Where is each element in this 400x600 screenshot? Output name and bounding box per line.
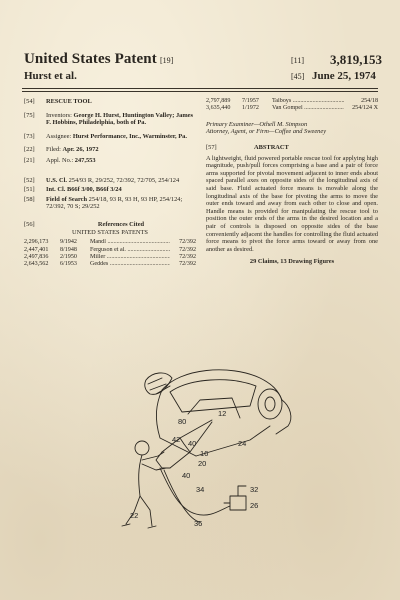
claims-summary: 29 Claims, 13 Drawing Figures [249, 258, 335, 266]
ref-name: Mandl ..... [90, 239, 170, 246]
filed-value: Apr. 26, 1972 [62, 146, 99, 154]
drawing-label: 22 [130, 511, 139, 520]
ref-date: 6/1953 [60, 261, 77, 268]
header-rule-bottom [22, 91, 378, 92]
operator-body [139, 455, 142, 496]
drawing-label: 24 [238, 439, 247, 448]
drawing-label: 80 [178, 417, 187, 426]
references-title: References Cited [97, 220, 145, 228]
field-code: [73] [24, 132, 35, 140]
ref-date: 8/1948 [60, 246, 77, 253]
reference-row [24, 247, 196, 254]
date-code: [45] [291, 72, 305, 81]
field-inventors [24, 112, 196, 127]
ref-number: 2,296,173 [24, 239, 49, 246]
ref-name: Ferguson et al. ..... [90, 247, 170, 254]
ref-number: 2,497,836 [24, 253, 49, 260]
tool-arm-upper [162, 420, 212, 452]
ref-number: 3,635,440 [206, 105, 231, 112]
field-label: Int. Cl. [46, 186, 66, 194]
drawing-label: 32 [250, 485, 259, 494]
operator-arm-back [142, 464, 166, 470]
rescue-tool-illustration [100, 360, 300, 540]
invention-title: RESCUE TOOL [46, 98, 92, 105]
attorney: Attorney, Agent, or Firm—Coffee and Sweeney [206, 128, 327, 136]
hydraulic-hose [160, 468, 230, 515]
field-code: [51] [24, 186, 35, 194]
reference-row [24, 261, 196, 268]
field-label: Field of Search [46, 195, 88, 203]
field-label: Appl. No.: [46, 156, 74, 164]
ref-class: 254/124 X [352, 105, 378, 112]
field-code: [52] [24, 176, 35, 184]
field-code: [22] [24, 146, 35, 154]
abstract-text: A lightweight, fluid powered portable rescue tool for applying high magnitude, push/pull forces comprising a base and a pair of force arms supported for pivotal movement adjacent to inner ends about spaced parallel axes on opposite sides of the longitudinal axis of said base. Fluid actuated force means is movable along the longitudinal axis of the base for pivoting the arms to move the outer ends toward and away from each other to close and open. Handle means is provided for manipulating the rescue tool to position the outer ends of the arms in the desired location and a pair of controls is disposed on opposite sides of the base conveniently adjacent the handles for controlling the fluid actuated force means to pivot the force arms toward or away from one another as desired. [206, 154, 378, 253]
ref-date: 2/1950 [60, 253, 77, 260]
abstract-heading-row [206, 144, 378, 152]
field-assignee [24, 133, 196, 141]
car-roof [162, 370, 282, 400]
ref-date: 9/1942 [60, 239, 77, 246]
patent-number: 3,819,153 [330, 52, 382, 67]
field-us-cl [24, 177, 196, 185]
drawing-label: 42 [172, 435, 181, 444]
assignee-value: Hurst Performance, Inc., Warminster, Pa. [72, 132, 187, 140]
field-code: [21] [24, 156, 35, 164]
ref-class: 72/392 [179, 239, 196, 246]
title-code: [19] [160, 56, 174, 65]
field-code: [75] [24, 111, 35, 119]
drawing-label: 20 [198, 459, 207, 468]
field-label: U.S. Cl. [46, 176, 67, 184]
ref-class: 72/392 [179, 246, 196, 253]
field-int-cl [24, 186, 196, 194]
patent-office-title: United States Patent [24, 51, 157, 67]
operator-head [135, 441, 149, 455]
references-subtitle: UNITED STATES PATENTS [72, 228, 148, 236]
field-label: Inventors: [46, 111, 72, 119]
inventors-value: George H. Hurst, Huntington Valley; James F. Hobbins, Philadelphia, both of Pa. [46, 111, 193, 127]
abstract-title: ABSTRACT [254, 144, 289, 151]
us-cl-value: 254/93 R, 29/252, 72/392, 72/705, 254/124 [68, 176, 180, 184]
search-value: 254/18, 93 R, 93 H, 93 HP, 254/124; 72/392, 70 S; 29/252 [46, 195, 183, 211]
field-appl-no [24, 157, 196, 165]
ref-name: Miller ..... [90, 254, 170, 261]
ref-class: 72/392 [179, 253, 196, 260]
ref-date: 1/1972 [242, 105, 259, 112]
abstract-column [206, 98, 378, 266]
ref-number: 2,797,889 [206, 98, 231, 104]
field-label: Assignee: [46, 132, 72, 140]
tool-base [156, 452, 170, 468]
field-filed [24, 146, 196, 154]
reference-row [206, 98, 378, 105]
field-title [24, 98, 196, 106]
header-rule-top [22, 88, 378, 89]
references-heading-row [24, 221, 196, 229]
reference-row [206, 105, 378, 112]
car-wheel-hub [265, 397, 275, 411]
drawing-label: 26 [250, 501, 259, 510]
field-code: [58] [24, 195, 35, 203]
bibliographic-column [24, 98, 196, 269]
ref-date: 7/1957 [242, 98, 259, 104]
ref-number: 2,447,401 [24, 246, 49, 253]
primary-examiner: Primary Examiner—Othell M. Simpson [206, 120, 308, 128]
number-code: [11] [291, 56, 305, 65]
field-search [24, 196, 196, 211]
car-windshield [170, 380, 256, 412]
reference-row [24, 254, 196, 261]
abstract-code: [57] [206, 144, 217, 151]
drawing-label: 34 [196, 485, 205, 494]
int-cl-value: B66f 3/00, B66f 3/24 [66, 186, 122, 194]
appl-no-value: 247,553 [74, 156, 96, 164]
field-code: [54] [24, 98, 35, 105]
field-code: [56] [24, 220, 35, 228]
patent-drawing [100, 360, 300, 540]
drawing-label: 36 [194, 519, 203, 528]
operator-leg-right [140, 496, 152, 526]
car-wheel [258, 389, 282, 419]
ref-number: 2,643,562 [24, 261, 49, 268]
reference-row [24, 239, 196, 246]
ref-name: Geddes ..... [90, 261, 170, 268]
ref-name: Van Gompel ..... [272, 105, 344, 112]
pump-unit [230, 496, 246, 510]
ref-class: 72/392 [179, 261, 196, 268]
ref-name: Talboys ..... [272, 98, 344, 105]
drawing-label: 40 [182, 471, 191, 480]
field-label: Filed: [46, 146, 61, 154]
patent-author: Hurst et al. [24, 70, 77, 82]
drawing-label: 40 [188, 439, 197, 448]
drawing-label: 16 [200, 449, 209, 458]
patent-date: June 25, 1974 [312, 70, 376, 82]
ref-class: 254/18 [361, 98, 378, 104]
drawing-label: 12 [218, 409, 227, 418]
car-hood [276, 400, 291, 434]
